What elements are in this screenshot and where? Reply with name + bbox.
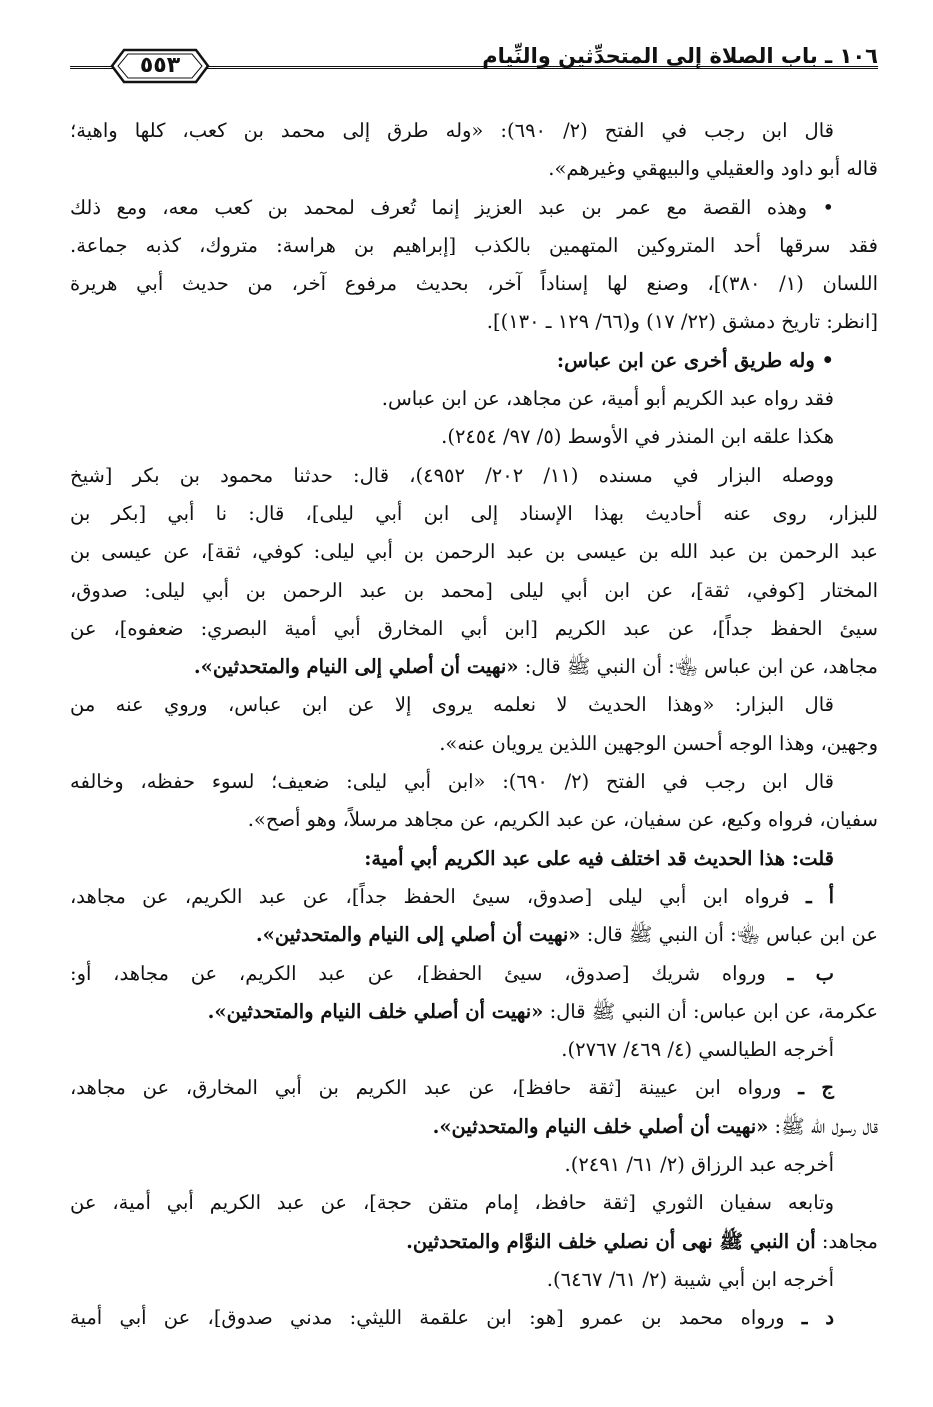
text-segment: قال البزار: «وهذا الحديث لا نعلمه يروى إلا عن ابن عباس، وروي عنه من [70,693,834,717]
text-segment: [انظر: تاريخ دمشق (٢٢/ ١٧) و(٦٦/ ١٢٩ ـ ١٣٠)]. [486,310,878,334]
text-line [70,1108,878,1146]
text-line [70,150,878,188]
text-segment: فرواه ابن أبي ليلى [صدوق، سيئ الحفظ جداً]، عن عبد الكريم، عن مجاهد، [70,884,806,908]
text-segment: قال ابن رجب في الفتح (٢/ ٦٩٠): «ابن أبي ليلى: ضعيف؛ لسوء حفظه، وخالفه [70,770,835,794]
text-line [70,227,878,265]
text-line [70,380,878,418]
text-segment: وجهين، وهذا الوجه أحسن الوجهين اللذين يرويان عنه». [439,731,878,755]
text-line [70,610,878,648]
text-line [70,1223,878,1261]
bold-text-segment: «نهيت أن أصلي إلى النيام والمتحدثين». [255,923,581,947]
text-line [70,265,878,303]
page-number: ٥٥٣ [139,53,181,78]
text-segment: عن ابن عباس ﵄: أن النبي ﷺ قال: [580,923,878,947]
text-line [70,342,878,380]
text-segment: ورواه محمد بن عمرو [هو: ابن علقمة الليثي: مدني صدوق]، عن أبي أمية [70,1306,802,1330]
page-number-badge [110,46,210,86]
bold-text-segment: أن النبي ﷺ نهى أن نصلي خلف النوَّام والمتحدثين. [406,1229,816,1253]
text-segment: قاله أبو داود والعقيلي والبيهقي وغيرهم». [548,157,878,181]
bold-text-segment: د ـ [801,1306,835,1330]
text-line [70,457,878,495]
text-segment: ورواه ابن عيينة [ثقة حافظ]، عن عبد الكريم بن أبي المخارق، عن مجاهد، [70,1076,799,1100]
text-segment: أخرجه ابن أبي شيبة (٢/ ٦١/ ٦٤٦٧). [546,1267,834,1291]
text-segment: اللسان (١/ ٣٨٠)]، وصنع لها إسناداً آخر، بحديث مرفوع آخر، من حديث أبي هريرة [70,272,878,296]
text-line [70,112,878,150]
text-segment: للبزار، روى عنه أحاديث بهذا الإسناد إلى ابن أبي ليلى]، قال: نا أبي [بكر بن [70,501,878,525]
text-segment: المختار [كوفي، ثقة]، عن ابن أبي ليلى [محمد بن عبد الرحمن بن أبي ليلى: صدوق، [70,578,878,602]
text-segment: ورواه شريك [صدوق، سيئ الحفظ]، عن عبد الكريم، عن مجاهد، أو: [70,961,788,985]
text-line [70,1299,878,1337]
text-segment: سفيان، فرواه وكيع، عن سفيان، عن عبد الكريم، عن مجاهد مرسلاً، وهو أصح». [247,808,878,832]
text-segment: قال رسول الله ﷺ: [768,1114,878,1138]
text-segment: فقد سرقها أحد المتروكين المتهمين بالكذب [إبراهيم بن هراسة: متروك، كذبه جماعة. [70,233,878,257]
text-line [70,801,878,839]
bold-text-segment: «نهيت أن أصلي إلى النيام والمتحدثين». [193,655,519,679]
text-segment: قال ابن رجب في الفتح (٢/ ٦٩٠): «وله طرق إلى محمد بن كعب، كلها واهية؛ [70,119,834,142]
text-line [70,303,878,341]
running-title: ١٠٦ ـ باب الصلاة إلى المتحدِّثين والنِّيام [482,44,878,68]
text-line [70,763,878,801]
text-line [70,418,878,456]
bold-text-segment: قلت: هذا الحديث قد اختلف فيه على عبد الكريم أبي أمية: [364,846,834,870]
bold-text-segment: • وله طريق أخرى عن ابن عباس: [556,348,834,372]
bold-text-segment: «نهيت أن أصلي خلف النيام والمتحدثين». [432,1114,769,1138]
text-segment: • وهذه القصة مع عمر بن عبد العزيز إنما تُعرف لمحمد بن كعب معه، ومع ذلك [70,195,834,219]
text-line [70,955,878,993]
text-segment: عبد الرحمن بن عبد الله بن عيسى بن عبد الرحمن بن أبي ليلى: كوفي، ثقة]، عن عيسى بن [70,540,878,564]
bold-text-segment: ب ـ [787,961,834,985]
text-segment: أخرجه الطيالسي (٤/ ٤٦٩/ ٢٧٦٧). [561,1038,834,1062]
text-line [70,1031,878,1069]
text-line [70,916,878,954]
text-line [70,572,878,610]
text-segment: هكذا علقه ابن المنذر في الأوسط (٥/ ٩٧/ ٢٤٥٤). [441,425,834,449]
bold-text-segment: أ ـ [805,884,834,908]
text-line [70,840,878,878]
text-line [70,495,878,533]
text-line [70,725,878,763]
text-line [70,1261,878,1299]
body-text [70,112,878,1338]
text-line [70,648,878,686]
text-segment: عكرمة، عن ابن عباس: أن النبي ﷺ قال: [543,999,878,1023]
text-segment: مجاهد: [815,1229,878,1253]
text-segment: فقد رواه عبد الكريم أبو أمية، عن مجاهد، عن ابن عباس. [381,387,834,411]
text-line [70,993,878,1031]
text-line [70,189,878,227]
text-segment: وتابعه سفيان الثوري [ثقة حافظ، إمام متقن حجة]، عن عبد الكريم أبي أمية، عن [70,1191,834,1215]
page-header [70,38,878,98]
text-segment: مجاهد، عن ابن عباس ﵄: أن النبي ﷺ قال: [518,655,878,679]
text-line [70,1069,878,1107]
text-line [70,686,878,724]
text-line [70,1146,878,1184]
text-segment: ووصله البزار في مسنده (١١/ ٢٠٢/ ٤٩٥٢)، قال: حدثنا محمود بن بكر [شيخ [70,463,834,487]
text-line [70,878,878,916]
text-line [70,533,878,571]
bold-text-segment: «نهيت أن أصلي خلف النيام والمتحدثين». [207,999,544,1023]
text-line [70,1184,878,1222]
text-segment: أخرجه عبد الرزاق (٢/ ٦١/ ٢٤٩١). [564,1153,834,1177]
text-segment: سيئ الحفظ جداً]، عن عبد الكريم [ابن أبي المخارق أبي أمية البصري: ضعفوه]، عن [70,616,878,640]
bold-text-segment: ج ـ [798,1076,834,1100]
